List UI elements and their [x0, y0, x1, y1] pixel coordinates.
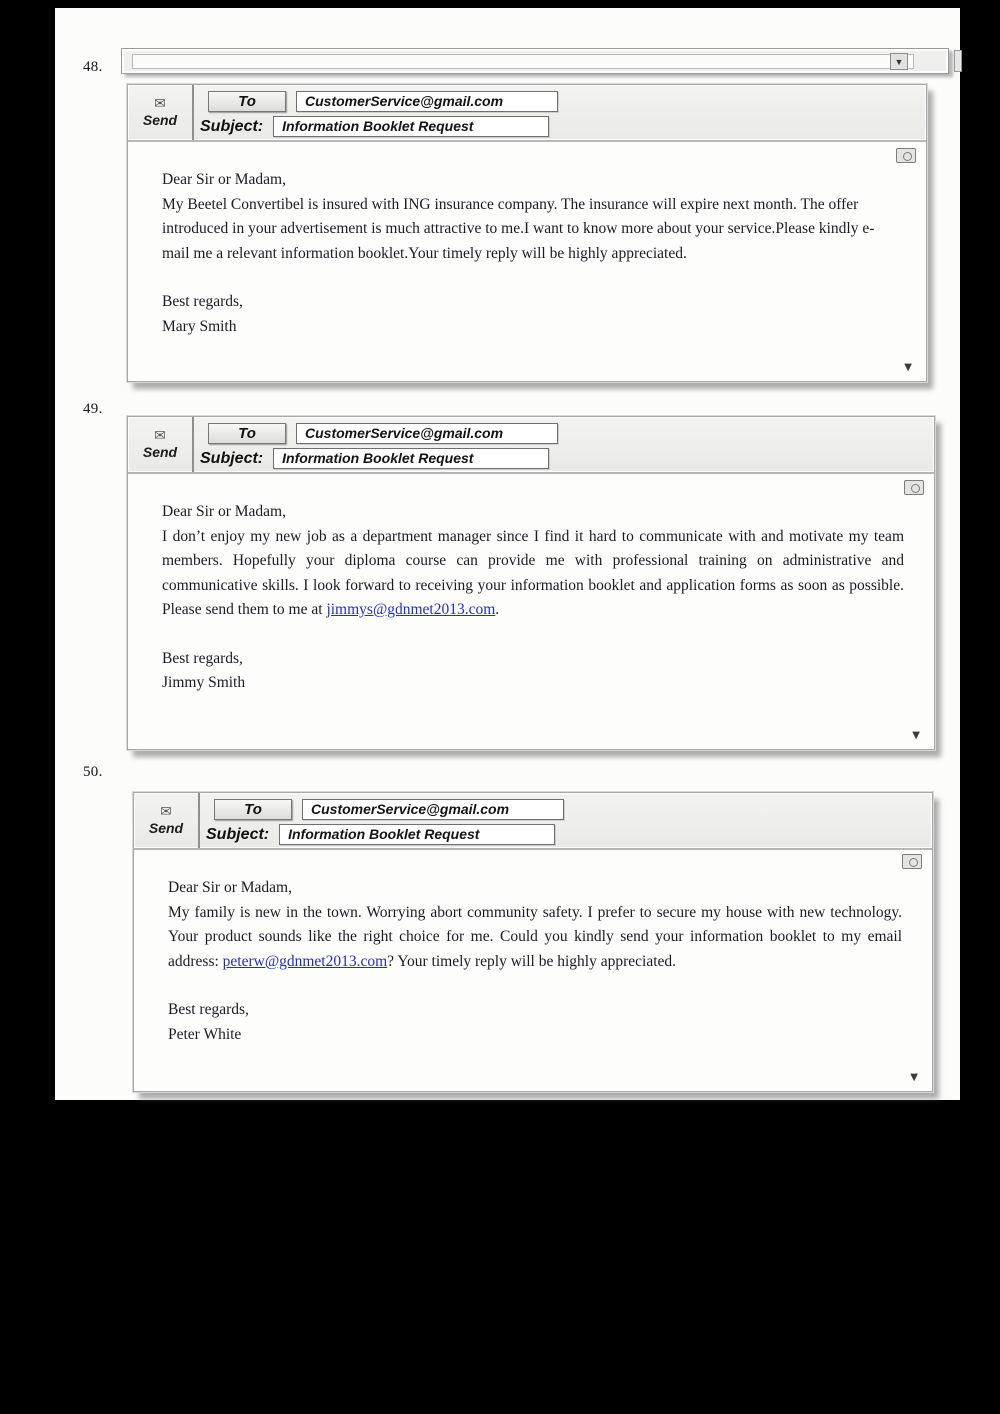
subject-field[interactable]: Information Booklet Request [273, 448, 549, 469]
strip-fragment [954, 50, 962, 72]
scanned-page [55, 8, 960, 1100]
send-label: Send [142, 444, 178, 460]
subject-label: Subject: [200, 449, 264, 467]
paragraph-text: I don’t enjoy my new job as a department manager since I find it hard to communicate with and motivate my team members. Hopefully your diploma course can provide me with professional training on administrative and communicative skills. I look forward to receiving your information booklet and application forms as soon as possible. Please send them to me at [162, 527, 904, 618]
subject-field[interactable]: Information Booklet Request [273, 116, 549, 137]
send-icon: ✉ [160, 804, 172, 820]
address-fields [200, 793, 932, 848]
to-row [194, 89, 926, 114]
email-body [134, 850, 932, 1055]
send-button[interactable] [134, 793, 200, 848]
previous-window-bottom-strip [121, 48, 949, 74]
address-fields [194, 85, 926, 140]
scroll-down-icon[interactable]: ▼ [910, 1072, 918, 1083]
subject-field[interactable]: Information Booklet Request [279, 824, 555, 845]
strip-inner-bar [132, 54, 914, 69]
email-window-50 [133, 792, 933, 1092]
email-window-49 [127, 416, 935, 750]
email-address-link[interactable]: jimmys@gdnmet2013.com [326, 601, 496, 618]
camera-icon[interactable] [904, 480, 924, 495]
send-icon: ✉ [154, 96, 166, 112]
signature: Peter White [168, 1025, 242, 1043]
paragraph-text: My family is new in the town. Worrying abort community safety. I prefer to secure my house with new technology. Your product sounds like the right choice for me. Could you kindly send your information booklet to my email address: [168, 903, 902, 970]
to-row [200, 797, 932, 822]
email-body [128, 142, 926, 347]
email-toolbar [128, 417, 934, 474]
paragraph-text-after: . [495, 601, 500, 618]
salutation: Dear Sir or Madam, [162, 503, 286, 520]
to-field[interactable]: CustomerService@gmail.com [302, 799, 564, 820]
email-body [128, 474, 934, 704]
subject-row [194, 446, 934, 471]
subject-row [200, 822, 932, 847]
subject-label: Subject: [200, 117, 264, 135]
scroll-down-icon[interactable]: ▼ [904, 362, 912, 373]
paragraph-text: My Beetel Convertibel is insured with ING insurance company. The insurance will expire next month. The offer introduced in your advertisement is much attractive to me.I want to know more about your service.Please kindly e-mail me a relevant information booklet.Your timely reply will be highly appreciated. [162, 195, 875, 262]
camera-icon[interactable] [896, 148, 916, 163]
send-icon: ✉ [154, 428, 166, 444]
to-button[interactable]: To [214, 799, 292, 820]
body-paragraph [168, 901, 902, 975]
body-paragraph [162, 193, 896, 267]
closing: Best regards, [168, 1001, 249, 1018]
subject-label: Subject: [206, 825, 270, 843]
signature: Mary Smith [162, 317, 237, 335]
to-field[interactable]: CustomerService@gmail.com [296, 91, 558, 112]
send-button[interactable] [128, 417, 194, 472]
email-toolbar [128, 85, 926, 142]
address-fields [194, 417, 934, 472]
send-label: Send [142, 112, 178, 128]
closing: Best regards, [162, 649, 243, 667]
to-row [194, 421, 934, 446]
send-label: Send [148, 820, 184, 836]
scroll-down-icon[interactable]: ▼ [912, 730, 920, 741]
email-toolbar [134, 793, 932, 850]
to-field[interactable]: CustomerService@gmail.com [296, 423, 558, 444]
to-button[interactable]: To [208, 423, 286, 444]
camera-icon[interactable] [902, 854, 922, 869]
salutation: Dear Sir or Madam, [162, 171, 286, 188]
paragraph-text-after: ? Your timely reply will be highly appreciated. [387, 952, 677, 970]
subject-row [194, 114, 926, 139]
scroll-down-icon[interactable]: ▼ [890, 53, 908, 70]
email-address-link[interactable]: peterw@gdnmet2013.com [222, 952, 388, 970]
salutation: Dear Sir or Madam, [168, 879, 292, 896]
to-button[interactable]: To [208, 91, 286, 112]
signature: Jimmy Smith [162, 674, 246, 691]
item-number-49: 49. [83, 401, 103, 417]
item-number-50: 50. [83, 764, 103, 780]
send-button[interactable] [128, 85, 194, 140]
body-paragraph [162, 525, 904, 623]
closing: Best regards, [162, 293, 243, 310]
item-number-48: 48. [83, 59, 103, 75]
email-window-48 [127, 84, 927, 382]
